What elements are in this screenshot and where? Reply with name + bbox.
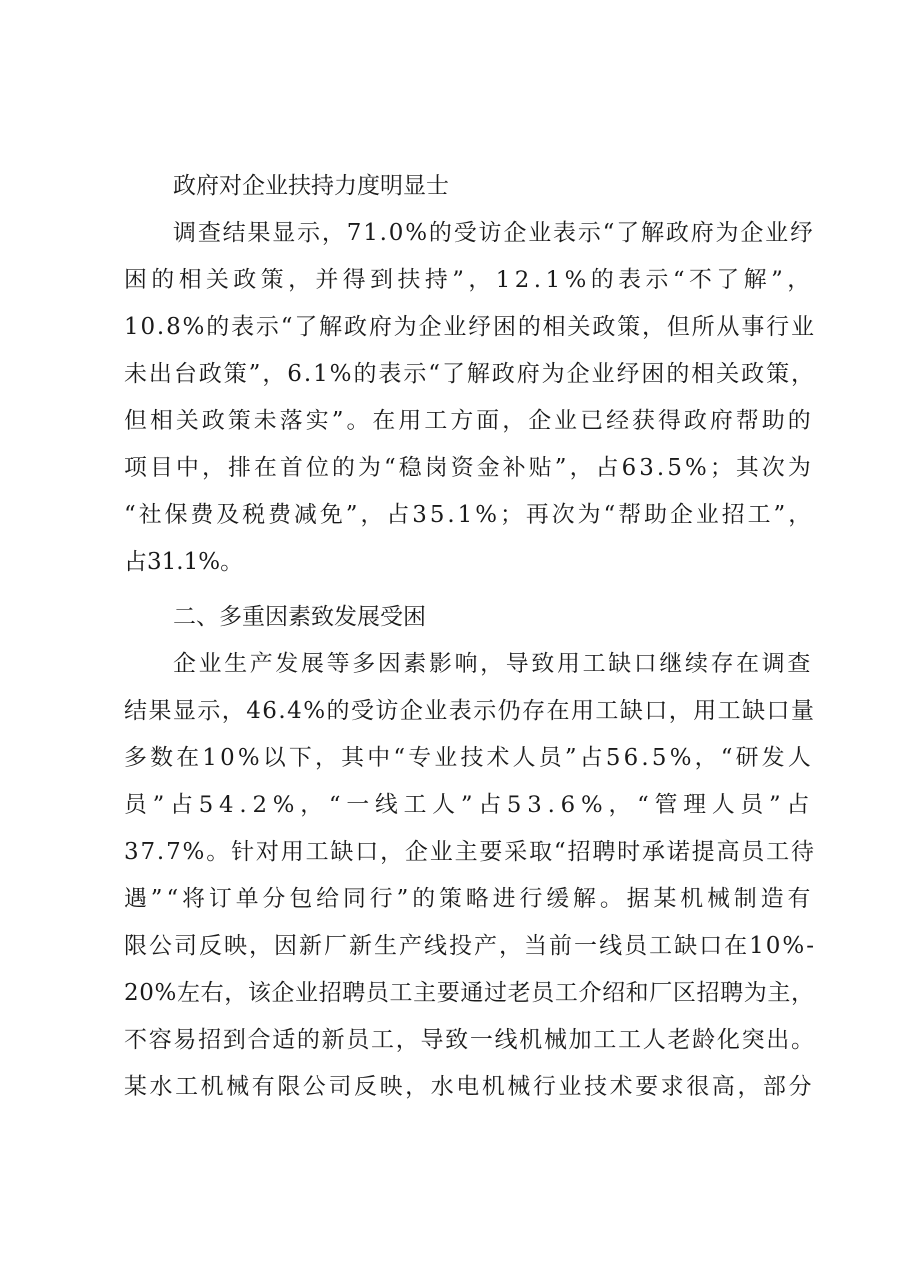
paragraph-line: 员”占54.2%，“一线工人”占53.6%，“管理人员”占: [124, 792, 816, 818]
section-heading-difficulties: 二、多重因素致发展受困: [173, 604, 426, 630]
paragraph-line: 限公司反映，因新厂新生产线投产，当前一线员工缺口在10%-: [124, 933, 816, 959]
paragraph-line: 遇”“将订单分包给同行”的策略进行缓解。据某机械制造有: [124, 886, 815, 912]
paragraph-line: 困的相关政策，并得到扶持”，12.1%的表示“不了解”，: [124, 267, 815, 293]
paragraph-line: 调查结果显示，71.0%的受访企业表示“了解政府为企业纾: [173, 220, 815, 246]
paragraph-line: 未出台政策”，6.1%的表示“了解政府为企业纾困的相关政策，: [124, 361, 816, 387]
paragraph-line: 企业生产发展等多因素影响，导致用工缺口继续存在调查: [173, 651, 813, 677]
paragraph-line: 但相关政策未落实”。在用工方面，企业已经获得政府帮助的: [124, 408, 814, 434]
paragraph-line: “社保费及税费减免”，占35.1%；再次为“帮助企业招工”，: [124, 502, 815, 528]
paragraph-line: 结果显示，46.4%的受访企业表示仍存在用工缺口，用工缺口量: [124, 698, 816, 724]
paragraph-line: 多数在10%以下，其中“专业技术人员”占56.5%，“研发人: [124, 745, 814, 771]
paragraph-line: 10.8%的表示“了解政府为企业纾困的相关政策，但所从事行业: [124, 314, 816, 340]
section-heading-support: 政府对企业扶持力度明显士: [173, 173, 449, 199]
paragraph-line: 项目中，排在首位的为“稳岗资金补贴”，占63.5%；其次为: [124, 455, 814, 481]
paragraph-line: 37.7%。针对用工缺口，企业主要采取“招聘时承诺提高员工待: [124, 839, 816, 865]
paragraph-line: 占31.1%。: [124, 549, 244, 575]
paragraph-line: 某水工机械有限公司反映，水电机械行业技术要求很高，部分: [124, 1074, 815, 1100]
paragraph-line: 不容易招到合适的新员工，导致一线机械加工工人老龄化突出。: [124, 1027, 816, 1053]
paragraph-line: 20%左右，该企业招聘员工主要通过老员工介绍和厂区招聘为主，: [124, 980, 815, 1006]
